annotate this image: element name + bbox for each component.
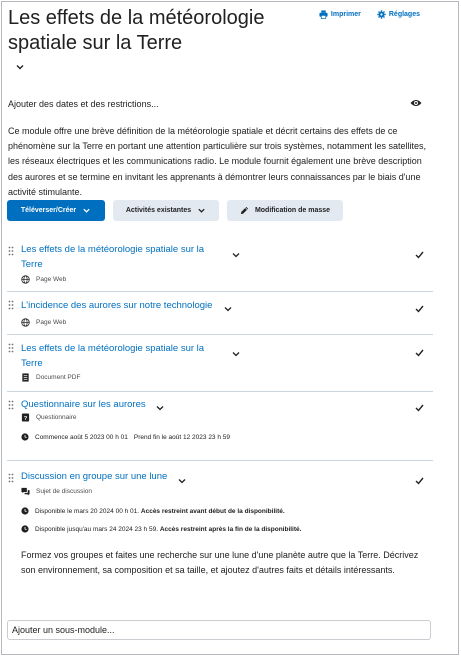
upload-create-button[interactable]: [7, 200, 105, 221]
print-button[interactable]: [319, 10, 361, 19]
availability-end-restriction: Accès restreint après la fin de la disponibilité.: [159, 525, 302, 533]
settings-button[interactable]: [377, 10, 420, 19]
printer-icon: [319, 10, 328, 19]
quiz-dates: [21, 433, 230, 441]
availability-end: [21, 525, 301, 533]
globe-icon: [21, 318, 30, 327]
upload-create-label: Téléverser/Créer: [20, 207, 77, 214]
chevron-down-icon[interactable]: [222, 303, 234, 315]
checkmark-icon: [414, 347, 425, 358]
item-type: [21, 318, 66, 327]
availability-start-restriction: Accès restreint avant début de la disponibilité.: [140, 507, 285, 515]
availability-start: [21, 507, 285, 515]
checkmark-icon: [414, 303, 425, 314]
settings-label: Réglages: [388, 11, 420, 18]
quiz-start-date: Commence août 5 2023 00 h 01: [35, 433, 128, 441]
chevron-down-icon[interactable]: [176, 475, 188, 487]
clock-icon: [21, 433, 29, 441]
drag-handle-icon[interactable]: [8, 473, 14, 483]
content-list: [7, 238, 433, 602]
list-item[interactable]: [7, 335, 433, 392]
chevron-down-icon: [82, 206, 91, 215]
list-item[interactable]: [7, 292, 433, 335]
item-type: [21, 487, 92, 496]
item-type: [21, 413, 76, 422]
page-title: Les effets de la météorologie spatiale sur la Terre: [8, 7, 265, 54]
item-type-label: Document PDF: [36, 374, 81, 381]
list-item[interactable]: [7, 392, 433, 461]
clock-icon: [21, 525, 29, 533]
print-label: Imprimer: [330, 11, 361, 18]
svg-text:?: ?: [23, 415, 28, 422]
item-title-link[interactable]: L'incidence des aurores sur notre technologie: [21, 300, 213, 311]
module-panel: [1, 1, 459, 655]
item-title-link[interactable]: Discussion en groupe sur une lune: [21, 471, 168, 482]
item-type-label: Page Web: [36, 319, 67, 326]
quiz-icon: [21, 413, 30, 422]
document-icon: [21, 373, 30, 382]
chevron-down-icon[interactable]: [230, 249, 242, 261]
module-description: Ce module offre une brève définition de la météorologie spatiale et décrit certains des effets de ce phénomène sur la Terre en portant une attention particulière sur trois systèmes, notamment les satellites, les réseaux électriques et les communications radio. Le module fournit également une brève description des aurores et se termine en invitant les apprenants à démontrer leurs connaissances par le biais d'une activité stimulante.: [8, 126, 427, 197]
clock-icon: [21, 507, 29, 515]
eye-icon[interactable]: [410, 98, 422, 108]
checkmark-icon: [414, 475, 425, 486]
checkmark-icon: [414, 249, 425, 260]
drag-handle-icon[interactable]: [8, 400, 14, 410]
existing-activities-label: Activités existantes: [125, 207, 192, 214]
globe-icon: [21, 275, 30, 284]
item-type-label: Page Web: [36, 276, 67, 283]
drag-handle-icon[interactable]: [8, 300, 14, 310]
item-title-link[interactable]: Questionnaire sur les aurores: [21, 399, 146, 410]
gear-icon: [377, 10, 386, 19]
list-item[interactable]: [7, 461, 433, 602]
item-type: [21, 275, 66, 284]
existing-activities-button[interactable]: [113, 200, 219, 221]
chevron-down-icon[interactable]: [154, 402, 166, 414]
drag-handle-icon[interactable]: [8, 343, 14, 353]
quiz-end-date: Prend fin le août 12 2023 23 h 59: [133, 433, 231, 441]
item-description: Formez vos groupes et faites une recherche sur une lune d'une planète autre que la Terre. Décrivez son environnement, sa composition et sa taille, et ajoutez d'autres faits et détails intéressants.: [21, 550, 419, 575]
list-item[interactable]: [7, 238, 433, 292]
bulk-edit-label: Modification de masse: [254, 207, 331, 214]
checkmark-icon: [414, 402, 425, 413]
item-title-link[interactable]: Les effets de la météorologie spatiale sur la Terre: [21, 343, 205, 369]
drag-handle-icon[interactable]: [8, 246, 14, 256]
add-dates-restrictions-link[interactable]: Ajouter des dates et des restrictions...: [8, 99, 159, 109]
pencil-icon: [240, 206, 249, 215]
bulk-edit-button[interactable]: [227, 200, 343, 221]
availability-start-date: Disponible le mars 20 2024 00 h 01.: [35, 507, 140, 515]
item-title-link[interactable]: Les effets de la météorologie spatiale sur la Terre: [21, 244, 205, 270]
item-type: [21, 373, 80, 382]
item-type-label: Sujet de discussion: [36, 488, 93, 495]
add-submodule-input[interactable]: Ajouter un sous-module...: [7, 620, 431, 640]
top-actions: [319, 10, 420, 19]
discussion-icon: [21, 487, 30, 496]
chevron-down-icon[interactable]: [13, 60, 27, 74]
chevron-down-icon: [197, 206, 206, 215]
chevron-down-icon[interactable]: [230, 348, 242, 360]
availability-end-date: Disponible jusqu'au mars 24 2024 23 h 59.: [35, 525, 159, 533]
item-type-label: Questionnaire: [36, 414, 77, 421]
